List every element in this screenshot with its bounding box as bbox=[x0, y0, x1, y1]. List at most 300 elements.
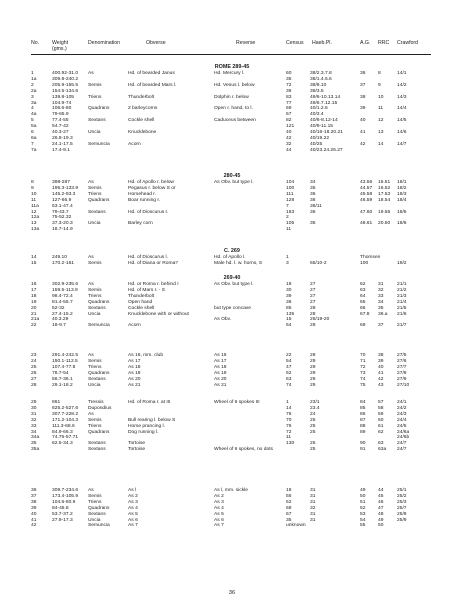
cell-no: 7 bbox=[31, 141, 34, 147]
cell-reverse: As 18 bbox=[214, 364, 227, 370]
cell-weight: 249.10 bbox=[52, 255, 67, 260]
cell-haeb: 31 bbox=[310, 499, 316, 505]
cell-denomination: Uncia bbox=[88, 517, 101, 523]
cell-reverse: As 7 bbox=[214, 523, 224, 529]
cell-denomination: Triens bbox=[88, 293, 102, 299]
cell-denomination: Sextans bbox=[88, 305, 106, 311]
cell-ag: 62 bbox=[360, 282, 366, 287]
cell-weight: 79-65.9 bbox=[52, 112, 69, 118]
cell-haeb: 38/9.10 bbox=[310, 82, 327, 88]
cell-weight: 195.3-133.9 bbox=[52, 185, 79, 191]
page-number: 36 bbox=[228, 590, 236, 596]
cell-census: 2 bbox=[286, 215, 289, 221]
cell-rrc: 48 bbox=[378, 511, 384, 517]
cell-denomination: As bbox=[88, 488, 94, 493]
cell-haeb: 27 bbox=[310, 293, 316, 299]
cell-weight: 309.7-234.6 bbox=[52, 488, 79, 493]
cell-census: 60 bbox=[286, 71, 292, 76]
cell-haeb: 23.4 bbox=[310, 405, 320, 411]
cell-crawford: 25/9 bbox=[397, 517, 407, 523]
cell-obverse: Hd. of bearded Mars l. bbox=[128, 82, 177, 88]
cell-census: 39 bbox=[286, 293, 292, 299]
cell-ag: 63 bbox=[360, 287, 366, 293]
cell-weight: 309.8-240.2 bbox=[52, 76, 79, 82]
cell-census: 83 bbox=[286, 94, 292, 100]
cell-ag: 51 bbox=[360, 499, 366, 505]
cell-haeb: 49/6.7.12.15 bbox=[310, 100, 338, 106]
table-row bbox=[0, 447, 464, 453]
cell-obverse: Horsehead r. bbox=[128, 191, 157, 197]
cell-reverse: but type concave bbox=[214, 305, 251, 311]
header-weight: Weight bbox=[52, 40, 69, 46]
cell-crawford: 18/4 bbox=[397, 197, 407, 203]
cell-haeb: 27 bbox=[310, 287, 316, 293]
cell-ag: 45.58 bbox=[360, 191, 373, 197]
cell-denomination: Semis bbox=[88, 82, 102, 88]
cell-no: 12 bbox=[31, 209, 37, 215]
table-row bbox=[0, 261, 464, 267]
cell-rrc: 37 bbox=[378, 323, 384, 329]
cell-census: 11 bbox=[286, 435, 292, 441]
cell-haeb: 36/11 bbox=[310, 203, 322, 209]
cell-no: 4 bbox=[31, 106, 34, 112]
cell-census: 55 bbox=[286, 493, 292, 499]
cell-ag: 54 bbox=[360, 517, 366, 523]
cell-census: 42 bbox=[286, 135, 292, 141]
cell-no: 38 bbox=[31, 499, 37, 505]
cell-haeb: 40/16-18.20.21 bbox=[310, 130, 343, 135]
cell-crawford: 24/4 bbox=[397, 417, 407, 423]
cell-rrc: 18.54 bbox=[378, 197, 391, 203]
cell-weight: 53.7-37.2 bbox=[52, 511, 73, 517]
section-title: 280-45 bbox=[223, 173, 241, 179]
cell-weight: 84.9-66.3 bbox=[52, 429, 73, 435]
cell-haeb: 31 bbox=[310, 511, 316, 517]
cell-haeb: 40/6-8.12-14 bbox=[310, 118, 338, 124]
cell-census: 47 bbox=[286, 364, 292, 370]
cell-obverse: Thunderbolt bbox=[128, 94, 155, 100]
cell-no: 37 bbox=[31, 493, 37, 499]
cell-census: 82 bbox=[286, 118, 292, 124]
cell-denomination: Semis bbox=[88, 260, 102, 266]
cell-no: 3 bbox=[31, 94, 34, 100]
cell-weight: 104.6-80.9 bbox=[52, 499, 76, 505]
cell-no: 36 bbox=[31, 488, 37, 493]
cell-weight: 79-43.7 bbox=[52, 209, 69, 215]
cell-obverse: Tortoise bbox=[128, 447, 146, 453]
cell-rrc: 60 bbox=[378, 417, 384, 423]
cell-weight: 398-287 bbox=[52, 180, 70, 185]
table-row bbox=[0, 523, 464, 529]
cell-denomination: Sextans bbox=[88, 441, 106, 447]
cell-rrc: 31 bbox=[378, 282, 384, 287]
cell-reverse: As Obv. but type l. bbox=[214, 282, 254, 287]
cell-rrc: 20.50 bbox=[378, 221, 391, 227]
cell-no: 22 bbox=[31, 323, 37, 329]
cell-haeb: 36 bbox=[310, 209, 316, 215]
cell-rrc: 38 bbox=[378, 353, 384, 358]
cell-ag: 88 bbox=[360, 423, 366, 429]
cell-rrc: 43 bbox=[378, 382, 384, 388]
cell-no: 13 bbox=[31, 221, 37, 227]
cell-weight: 78.7-54 bbox=[52, 370, 69, 376]
cell-haeb: 31 bbox=[310, 517, 316, 523]
cell-ag: 86 bbox=[360, 411, 366, 417]
cell-weight: 107.4-77.8 bbox=[52, 364, 76, 370]
cell-no: 20 bbox=[31, 305, 37, 311]
cell-obverse: Knucklebone bbox=[128, 130, 157, 135]
cell-rrc: 11 bbox=[378, 106, 384, 112]
cell-crawford: 24/7 bbox=[397, 447, 407, 453]
cell-rrc: 42 bbox=[378, 376, 384, 382]
header-ag: A.G. bbox=[360, 40, 371, 46]
cell-weight: 81.4-55.7 bbox=[52, 299, 73, 305]
cell-census: 64 bbox=[286, 323, 292, 329]
cell-haeb: 40/1.2.5 bbox=[310, 106, 328, 112]
cell-no: 10 bbox=[31, 191, 37, 197]
cell-no: 1 bbox=[31, 71, 34, 76]
cell-ag: 46.59 bbox=[360, 197, 373, 203]
cell-rrc: 19.55 bbox=[378, 209, 391, 215]
cell-obverse: Knucklebone with or without bbox=[128, 311, 189, 317]
cell-rrc: 34 bbox=[378, 299, 384, 305]
cell-haeb: 28 bbox=[310, 305, 316, 311]
cell-census: 67 bbox=[286, 112, 292, 118]
cell-census: 3 bbox=[286, 260, 289, 266]
cell-rrc: 63a bbox=[378, 447, 387, 453]
cell-crawford: 25/7 bbox=[397, 505, 407, 511]
cell-no: 17 bbox=[31, 287, 37, 293]
cell-weight: 291.4-242.5 bbox=[52, 353, 79, 358]
cell-reverse: Male hd. l. w. horns, S bbox=[214, 260, 263, 266]
cell-reverse: As 3 bbox=[214, 499, 224, 505]
cell-no: 7a bbox=[31, 147, 37, 153]
cell-crawford: 14/3 bbox=[397, 94, 407, 100]
cell-crawford: 27/6 bbox=[397, 358, 407, 364]
cell-obverse: As 4 bbox=[128, 505, 138, 511]
cell-ag: 50 bbox=[360, 493, 366, 499]
cell-weight: 127-66.9 bbox=[52, 197, 72, 203]
cell-census: 40 bbox=[286, 130, 292, 135]
cell-weight: 24.1-17.5 bbox=[52, 141, 73, 147]
cell-denomination: As bbox=[88, 411, 94, 417]
cell-crawford: 18/2 bbox=[397, 185, 407, 191]
cell-haeb: 39/3.5 bbox=[310, 88, 324, 94]
cell-census: 22 bbox=[286, 353, 292, 358]
cell-ag: 75 bbox=[360, 382, 366, 388]
cell-census: 74 bbox=[286, 382, 292, 388]
cell-haeb: 27 bbox=[310, 282, 316, 287]
cell-denomination: Quadrans bbox=[88, 299, 110, 305]
cell-obverse: As 5 bbox=[128, 511, 138, 517]
cell-no: 26 bbox=[31, 370, 37, 376]
cell-crawford: 14/5 bbox=[397, 118, 407, 124]
cell-reverse: Wheel of 6 spokes III bbox=[214, 400, 260, 405]
cell-weight: 400.92-31.0 bbox=[52, 71, 79, 76]
cell-ag: 53 bbox=[360, 511, 366, 517]
cell-haeb: 25 bbox=[310, 441, 316, 447]
cell-weight: 173.4-105.9 bbox=[52, 493, 79, 499]
cell-no: 31 bbox=[31, 411, 37, 417]
cell-rrc: 12 bbox=[378, 118, 384, 124]
cell-weight: 104.9-74 bbox=[52, 100, 72, 106]
cell-census: 72 bbox=[286, 82, 292, 88]
cell-no: 41 bbox=[31, 517, 37, 523]
cell-no: 2 bbox=[31, 82, 34, 88]
cell-rrc: 57 bbox=[378, 400, 384, 405]
cell-ag: 52 bbox=[360, 505, 366, 511]
cell-denomination: Semis bbox=[88, 493, 102, 499]
cell-obverse: Hd. of Mars r. - S bbox=[128, 287, 165, 293]
section-title: ROME 289-45 bbox=[214, 64, 250, 70]
cell-obverse: Hd. of Roma r. at III bbox=[128, 400, 171, 405]
cell-no: 29 bbox=[31, 400, 37, 405]
cell-denomination: As bbox=[88, 282, 94, 287]
cell-rrc: 63 bbox=[378, 441, 384, 447]
cell-denomination: Uncia bbox=[88, 130, 101, 135]
cell-weight: 111.3-68.6 bbox=[52, 423, 75, 429]
table-row bbox=[0, 383, 464, 389]
cell-ag: 89 bbox=[360, 429, 366, 435]
cell-no: 28 bbox=[31, 382, 37, 388]
cell-rrc: 61 bbox=[378, 423, 384, 429]
cell-haeb: 25 bbox=[310, 423, 316, 429]
cell-ag: 49 bbox=[360, 488, 366, 493]
cell-ag: 100 bbox=[360, 260, 369, 266]
cell-ag: 65 bbox=[360, 299, 366, 305]
cell-obverse: Boar running r. bbox=[128, 197, 161, 203]
cell-haeb: 27 bbox=[310, 299, 316, 305]
cell-crawford: 21/6 bbox=[397, 311, 407, 317]
cell-ag: 47.60 bbox=[360, 209, 373, 215]
cell-obverse: As 21 bbox=[128, 382, 141, 388]
cell-no: 13a bbox=[31, 227, 40, 233]
cell-haeb: 25 bbox=[310, 417, 316, 423]
cell-obverse: Dog running l. bbox=[128, 429, 159, 435]
cell-ag: 69 bbox=[360, 323, 366, 329]
cell-denomination: Quadrans bbox=[88, 505, 110, 511]
cell-no: 35 bbox=[31, 441, 37, 447]
cell-census: 76 bbox=[286, 423, 292, 429]
cell-crawford: 24/7 bbox=[397, 441, 407, 447]
cell-haeb: 40/9-11.15 bbox=[310, 124, 334, 130]
cell-obverse: Pegasus r. below S or bbox=[128, 185, 176, 191]
cell-no: 34 bbox=[31, 429, 37, 435]
cell-denomination: As bbox=[88, 180, 94, 185]
cell-haeb: 38/1.4.5.6 bbox=[310, 76, 332, 82]
cell-weight: 205.9-155.5 bbox=[52, 82, 79, 88]
cell-census: 163 bbox=[286, 209, 295, 215]
cell-denomination: Triens bbox=[88, 499, 102, 505]
cell-denomination: Quadrans bbox=[88, 106, 110, 112]
cell-reverse: As 20 bbox=[214, 376, 227, 382]
cell-rrc: 45 bbox=[378, 493, 384, 499]
cell-weight: 53.1-47.4 bbox=[52, 203, 73, 209]
cell-denomination: Uncia bbox=[88, 382, 101, 388]
cell-denomination: Sextans bbox=[88, 447, 106, 453]
cell-crawford: 24/5 bbox=[397, 423, 407, 429]
cell-census: 121 bbox=[286, 124, 295, 130]
cell-obverse: Hd. of Dioscurus l. bbox=[128, 255, 168, 260]
cell-haeb: 26/19-20 bbox=[310, 317, 330, 323]
cell-ag: 91 bbox=[360, 447, 366, 453]
cell-obverse: Cockle shell bbox=[128, 118, 155, 124]
cell-denomination: Tressis bbox=[88, 400, 104, 405]
cell-rrc: 36.a bbox=[378, 311, 388, 317]
cell-denomination: Quadrans bbox=[88, 370, 110, 376]
cell-obverse: Cockle shell bbox=[128, 305, 155, 311]
cell-reverse: As 5 bbox=[214, 511, 224, 517]
cell-denomination: Uncia bbox=[88, 311, 101, 317]
cell-no: 5 bbox=[31, 118, 34, 124]
cell-ag: 38 bbox=[360, 94, 366, 100]
cell-denomination: Triens bbox=[88, 191, 102, 197]
cell-haeb: 29 bbox=[310, 370, 316, 376]
cell-crawford: 21/4 bbox=[397, 299, 407, 305]
cell-obverse: As 17 bbox=[128, 358, 141, 364]
cell-census: 7 bbox=[286, 203, 289, 209]
cell-rrc: 10 bbox=[378, 94, 384, 100]
cell-ag: 40 bbox=[360, 118, 366, 124]
cell-census: 54 bbox=[286, 358, 292, 364]
cell-rrc: 15.51 bbox=[378, 180, 391, 185]
cell-crawford: 24/6b bbox=[397, 435, 410, 441]
cell-weight: 139.8-105 bbox=[52, 94, 75, 100]
cell-weight: 40.3-27 bbox=[52, 130, 69, 135]
cell-rrc: 44 bbox=[378, 488, 384, 493]
cell-denomination: Semuncia bbox=[88, 523, 110, 529]
cell-no: 32 bbox=[31, 417, 37, 423]
cell-ag: 36 bbox=[360, 71, 366, 76]
cell-rrc: 41 bbox=[378, 370, 384, 376]
cell-no: 6a bbox=[31, 135, 37, 141]
cell-crawford: 14/7 bbox=[397, 141, 407, 147]
cell-crawford: 24/6a bbox=[397, 429, 410, 435]
cell-obverse: Acorn bbox=[128, 323, 141, 329]
cell-crawford: 14/1 bbox=[397, 71, 407, 76]
cell-denomination: As bbox=[88, 71, 94, 76]
cell-ag: 66 bbox=[360, 305, 366, 311]
cell-census: 30 bbox=[286, 287, 292, 293]
cell-obverse: As 18 bbox=[128, 364, 141, 370]
cell-rrc: 8 bbox=[378, 71, 381, 76]
cell-no: 11a bbox=[31, 203, 39, 209]
table-row bbox=[0, 323, 464, 329]
cell-obverse: Bull rearing l. below S bbox=[128, 417, 176, 423]
header-rrc: RRC bbox=[378, 40, 390, 46]
cell-denomination: Dupondius bbox=[88, 405, 112, 411]
cell-reverse: As 21 bbox=[214, 382, 227, 388]
cell-crawford: 25/8 bbox=[397, 511, 407, 517]
cell-crawford: 21/1 bbox=[397, 282, 407, 287]
cell-rrc: 40 bbox=[378, 364, 384, 370]
cell-obverse: As 20 bbox=[128, 376, 141, 382]
cell-census: 63 bbox=[286, 376, 292, 382]
cell-reverse: As 17 bbox=[214, 358, 227, 364]
cell-no: 12a bbox=[31, 215, 40, 221]
cell-rrc: 14 bbox=[378, 141, 384, 147]
cell-census: 14 bbox=[286, 405, 292, 411]
cell-reverse: Caduceus between bbox=[214, 118, 256, 124]
cell-census: 52 bbox=[286, 499, 292, 505]
cell-census: 77 bbox=[286, 100, 292, 106]
cell-denomination: Semis bbox=[88, 417, 102, 423]
cell-rrc: 50 bbox=[378, 523, 384, 529]
cell-rrc: 47 bbox=[378, 505, 384, 511]
cell-census: 67 bbox=[286, 511, 292, 517]
cell-haeb: 38/2.3.7.8 bbox=[310, 71, 332, 76]
cell-obverse: Hd. of Apollo r. below bbox=[128, 180, 174, 185]
cell-census: 44 bbox=[286, 147, 292, 153]
cell-no: 21a bbox=[31, 317, 40, 323]
cell-census: 76 bbox=[286, 411, 292, 417]
cell-rrc: 9 bbox=[378, 82, 381, 88]
cell-no: 40 bbox=[31, 511, 37, 517]
cell-no: 5a bbox=[31, 124, 37, 130]
table-row bbox=[0, 227, 464, 233]
cell-crawford: 27/9 bbox=[397, 376, 407, 382]
cell-denomination: Semis bbox=[88, 287, 102, 293]
cell-crawford: 24/3 bbox=[397, 411, 407, 417]
cell-weight: 307.7-228.2 bbox=[52, 411, 79, 417]
cell-haeb: 40/25 bbox=[310, 141, 323, 147]
section-title: 269-40 bbox=[223, 275, 241, 281]
cell-haeb: 36 bbox=[310, 197, 316, 203]
cell-weight: 171.2-104.3 bbox=[52, 417, 79, 423]
cell-denomination: Triens bbox=[88, 364, 102, 370]
cell-census: 69 bbox=[286, 106, 292, 112]
cell-crawford: 21/5 bbox=[397, 305, 407, 311]
cell-crawford: 25/2 bbox=[397, 493, 407, 499]
header-obverse: Obverse bbox=[146, 40, 166, 46]
cell-crawford: 27/10 bbox=[397, 382, 410, 388]
cell-no: 2a bbox=[31, 88, 37, 94]
cell-haeb: 49/6-10.13.14 bbox=[310, 94, 341, 100]
cell-weight: 170.2-161 bbox=[52, 260, 75, 266]
cell-denomination: Semuncia bbox=[88, 141, 110, 147]
cell-reverse: As 4 bbox=[214, 505, 224, 511]
cell-haeb: 40/23.24.26.27 bbox=[310, 147, 343, 153]
cell-census: 11 bbox=[286, 227, 292, 233]
cell-ag: 87 bbox=[360, 417, 366, 423]
cell-obverse: As l bbox=[128, 488, 137, 493]
cell-haeb: 28 bbox=[310, 311, 316, 317]
cell-haeb: 31 bbox=[310, 488, 316, 493]
cell-denomination: Semuncia bbox=[88, 323, 110, 329]
cell-census: 105 bbox=[286, 221, 295, 227]
cell-census: 135 bbox=[286, 311, 295, 317]
cell-obverse: As 16, mm. club bbox=[128, 353, 164, 358]
cell-crawford: 19/2 bbox=[397, 260, 407, 266]
cell-denomination: Sextans bbox=[88, 118, 106, 124]
cell-no: 18 bbox=[31, 293, 37, 299]
cell-census: 72 bbox=[286, 429, 292, 435]
cell-census: 70 bbox=[286, 417, 292, 423]
header-rule bbox=[31, 54, 431, 55]
cell-haeb: 40/3.4 bbox=[310, 112, 324, 118]
cell-obverse: Hd. of Diana or Roma? bbox=[128, 260, 179, 266]
cell-reverse: As 19 bbox=[214, 370, 227, 376]
cell-weight: 106.6-80 bbox=[52, 106, 72, 112]
cell-haeb: 29 bbox=[310, 382, 316, 388]
cell-census: 18 bbox=[286, 282, 292, 287]
cell-ag: 73 bbox=[360, 370, 366, 376]
cell-weight: 98.4-72.4 bbox=[52, 293, 73, 299]
cell-census: 100 bbox=[286, 185, 295, 191]
cell-haeb: 35 bbox=[310, 185, 316, 191]
cell-crawford: 27/8 bbox=[397, 370, 407, 376]
cell-no: 1a bbox=[31, 76, 37, 82]
